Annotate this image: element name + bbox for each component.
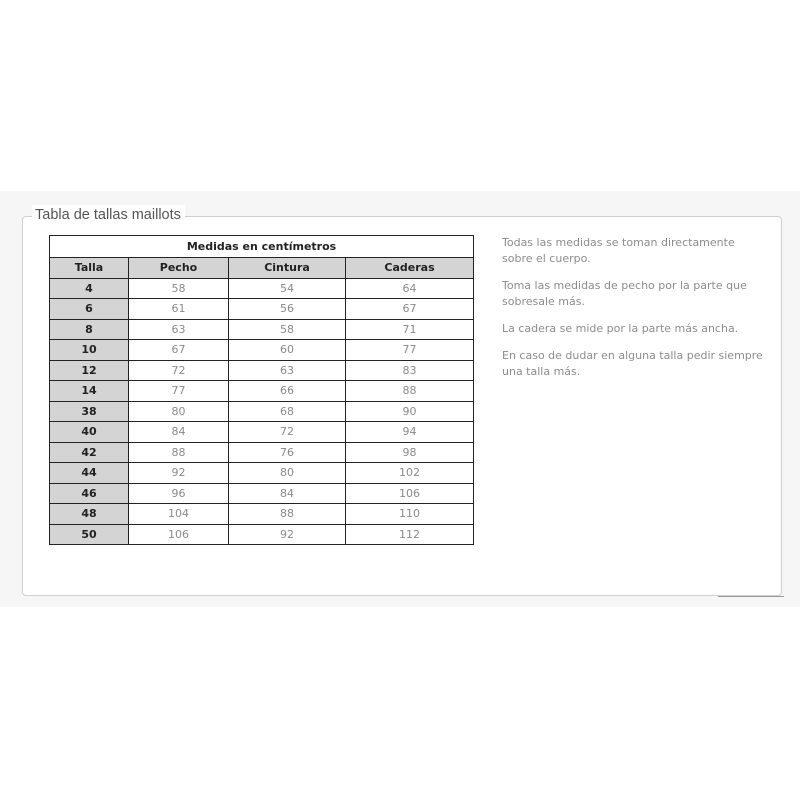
table-row xyxy=(50,524,474,545)
cell-pecho: 88 xyxy=(129,442,229,463)
cell-cintura: 76 xyxy=(229,442,346,463)
cell-talla: 50 xyxy=(50,524,129,545)
cell-cintura: 58 xyxy=(229,319,346,340)
cell-talla: 6 xyxy=(50,299,129,320)
cell-cintura: 56 xyxy=(229,299,346,320)
cell-talla: 42 xyxy=(50,442,129,463)
column-header-cintura: Cintura xyxy=(229,258,346,279)
table-row xyxy=(50,504,474,525)
cell-caderas: 94 xyxy=(346,422,474,443)
table-row xyxy=(50,340,474,361)
table-row xyxy=(50,299,474,320)
cell-caderas: 67 xyxy=(346,299,474,320)
note-3: La cadera se mide por la parte más ancha. xyxy=(502,322,739,335)
cell-talla: 44 xyxy=(50,463,129,484)
cell-pecho: 61 xyxy=(129,299,229,320)
table-caption-row xyxy=(50,236,474,258)
cell-caderas: 83 xyxy=(346,360,474,381)
cell-cintura: 54 xyxy=(229,278,346,299)
table-row xyxy=(50,483,474,504)
cell-pecho: 77 xyxy=(129,381,229,402)
cell-caderas: 106 xyxy=(346,483,474,504)
cell-talla: 12 xyxy=(50,360,129,381)
cell-cintura: 80 xyxy=(229,463,346,484)
cell-caderas: 88 xyxy=(346,381,474,402)
cell-caderas: 112 xyxy=(346,524,474,545)
table-row xyxy=(50,319,474,340)
cell-talla: 14 xyxy=(50,381,129,402)
table-row xyxy=(50,442,474,463)
cell-talla: 40 xyxy=(50,422,129,443)
table-row xyxy=(50,381,474,402)
cell-cintura: 66 xyxy=(229,381,346,402)
cell-talla: 4 xyxy=(50,278,129,299)
cell-talla: 38 xyxy=(50,401,129,422)
cell-caderas: 64 xyxy=(346,278,474,299)
cell-pecho: 67 xyxy=(129,340,229,361)
cell-caderas: 90 xyxy=(346,401,474,422)
cell-talla: 10 xyxy=(50,340,129,361)
cell-talla: 46 xyxy=(50,483,129,504)
table-header-row xyxy=(50,258,474,279)
divider-line xyxy=(718,596,784,597)
cell-cintura: 92 xyxy=(229,524,346,545)
cell-pecho: 92 xyxy=(129,463,229,484)
table-row xyxy=(50,463,474,484)
column-header-pecho: Pecho xyxy=(129,258,229,279)
column-header-caderas: Caderas xyxy=(346,258,474,279)
cell-cintura: 68 xyxy=(229,401,346,422)
cell-caderas: 77 xyxy=(346,340,474,361)
size-chart-title: Tabla de tallas maillots xyxy=(32,205,185,225)
size-table-body xyxy=(50,236,474,545)
cell-caderas: 102 xyxy=(346,463,474,484)
table-row xyxy=(50,401,474,422)
cell-caderas: 98 xyxy=(346,442,474,463)
column-header-talla: Talla xyxy=(50,258,129,279)
cell-talla: 48 xyxy=(50,504,129,525)
cell-pecho: 72 xyxy=(129,360,229,381)
cell-cintura: 72 xyxy=(229,422,346,443)
table-row xyxy=(50,360,474,381)
cell-cintura: 88 xyxy=(229,504,346,525)
cell-pecho: 96 xyxy=(129,483,229,504)
cell-pecho: 84 xyxy=(129,422,229,443)
cell-pecho: 106 xyxy=(129,524,229,545)
cell-cintura: 84 xyxy=(229,483,346,504)
cell-cintura: 60 xyxy=(229,340,346,361)
cell-pecho: 104 xyxy=(129,504,229,525)
note-2: Toma las medidas de pecho por la parte que sobresale más. xyxy=(502,279,747,308)
cell-talla: 8 xyxy=(50,319,129,340)
note-4: En caso de dudar en alguna talla pedir siempre una talla más. xyxy=(502,349,763,378)
cell-cintura: 63 xyxy=(229,360,346,381)
table-row xyxy=(50,278,474,299)
table-row xyxy=(50,422,474,443)
table-caption: Medidas en centímetros xyxy=(50,236,474,258)
cell-caderas: 71 xyxy=(346,319,474,340)
cell-caderas: 110 xyxy=(346,504,474,525)
cell-pecho: 63 xyxy=(129,319,229,340)
measurement-notes xyxy=(502,235,764,391)
note-1: Todas las medidas se toman directamente sobre el cuerpo. xyxy=(502,236,735,265)
cell-pecho: 80 xyxy=(129,401,229,422)
size-table xyxy=(49,235,474,545)
cell-pecho: 58 xyxy=(129,278,229,299)
